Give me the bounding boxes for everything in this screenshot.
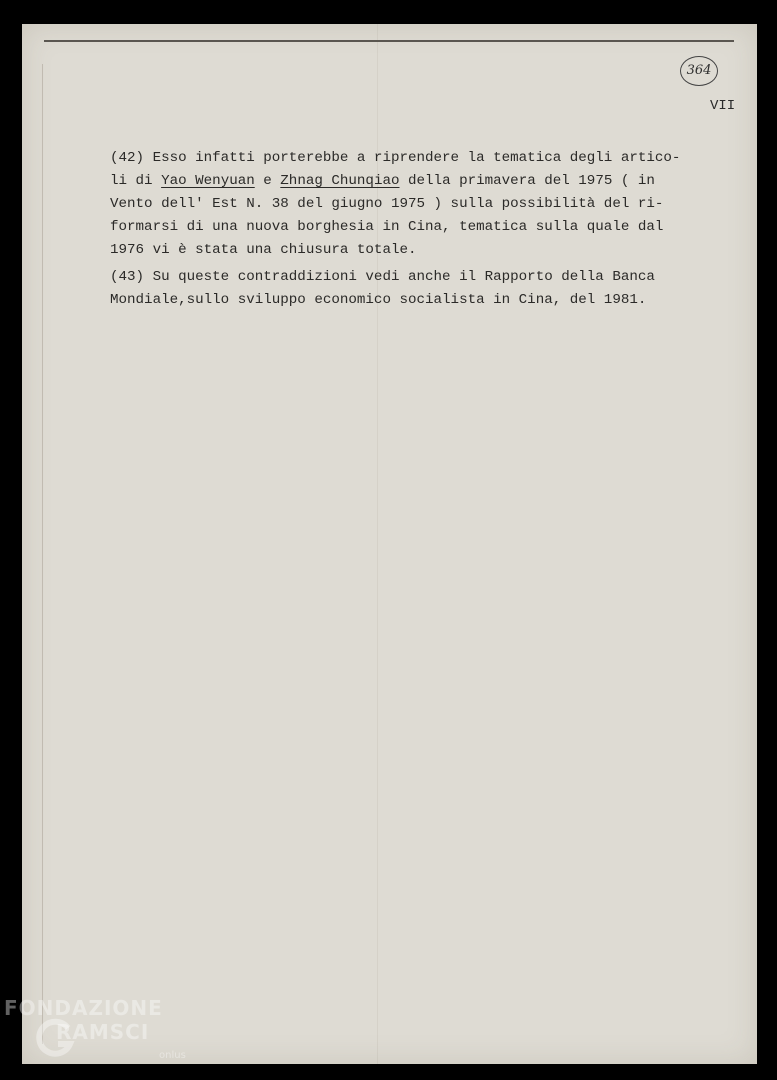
text-line: Mondiale,sullo sviluppo economico socialista in Cina, del 1981. xyxy=(110,292,647,308)
archive-number-stamp: 364 xyxy=(680,56,718,86)
text-line: (43) Su queste contraddizioni vedi anche il Rapporto della Banca xyxy=(110,269,655,285)
underlined-name: Yao Wenyuan xyxy=(161,173,255,189)
watermark-line2: RAMSCI xyxy=(56,1020,150,1044)
footnote-43 xyxy=(110,266,720,312)
left-edge-line xyxy=(42,64,43,1044)
watermark-line3: onlus xyxy=(159,1050,186,1061)
footnotes xyxy=(110,147,720,316)
text-line: formarsi di una nuova borghesia in Cina, tematica sulla quale dal xyxy=(110,219,664,235)
text-line: 1976 vi è stata una chiusura totale. xyxy=(110,242,417,258)
text-line: (42) Esso infatti porterebbe a riprendere la tematica degli artico- xyxy=(110,150,681,166)
text-line: Vento dell' Est N. 38 del giugno 1975 ) sulla possibilità del ri- xyxy=(110,196,664,212)
top-rule xyxy=(44,40,734,42)
watermark-line1: FONDAZIONE xyxy=(4,996,163,1020)
document-page xyxy=(22,24,757,1064)
page-number-roman: VII xyxy=(710,98,736,114)
underlined-name: Zhnag Chunqiao xyxy=(280,173,400,189)
text-line: li di Yao Wenyuan e Zhnag Chunqiao della primavera del 1975 ( in xyxy=(110,173,655,189)
watermark-logo xyxy=(4,994,194,1074)
footnote-42 xyxy=(110,147,720,262)
